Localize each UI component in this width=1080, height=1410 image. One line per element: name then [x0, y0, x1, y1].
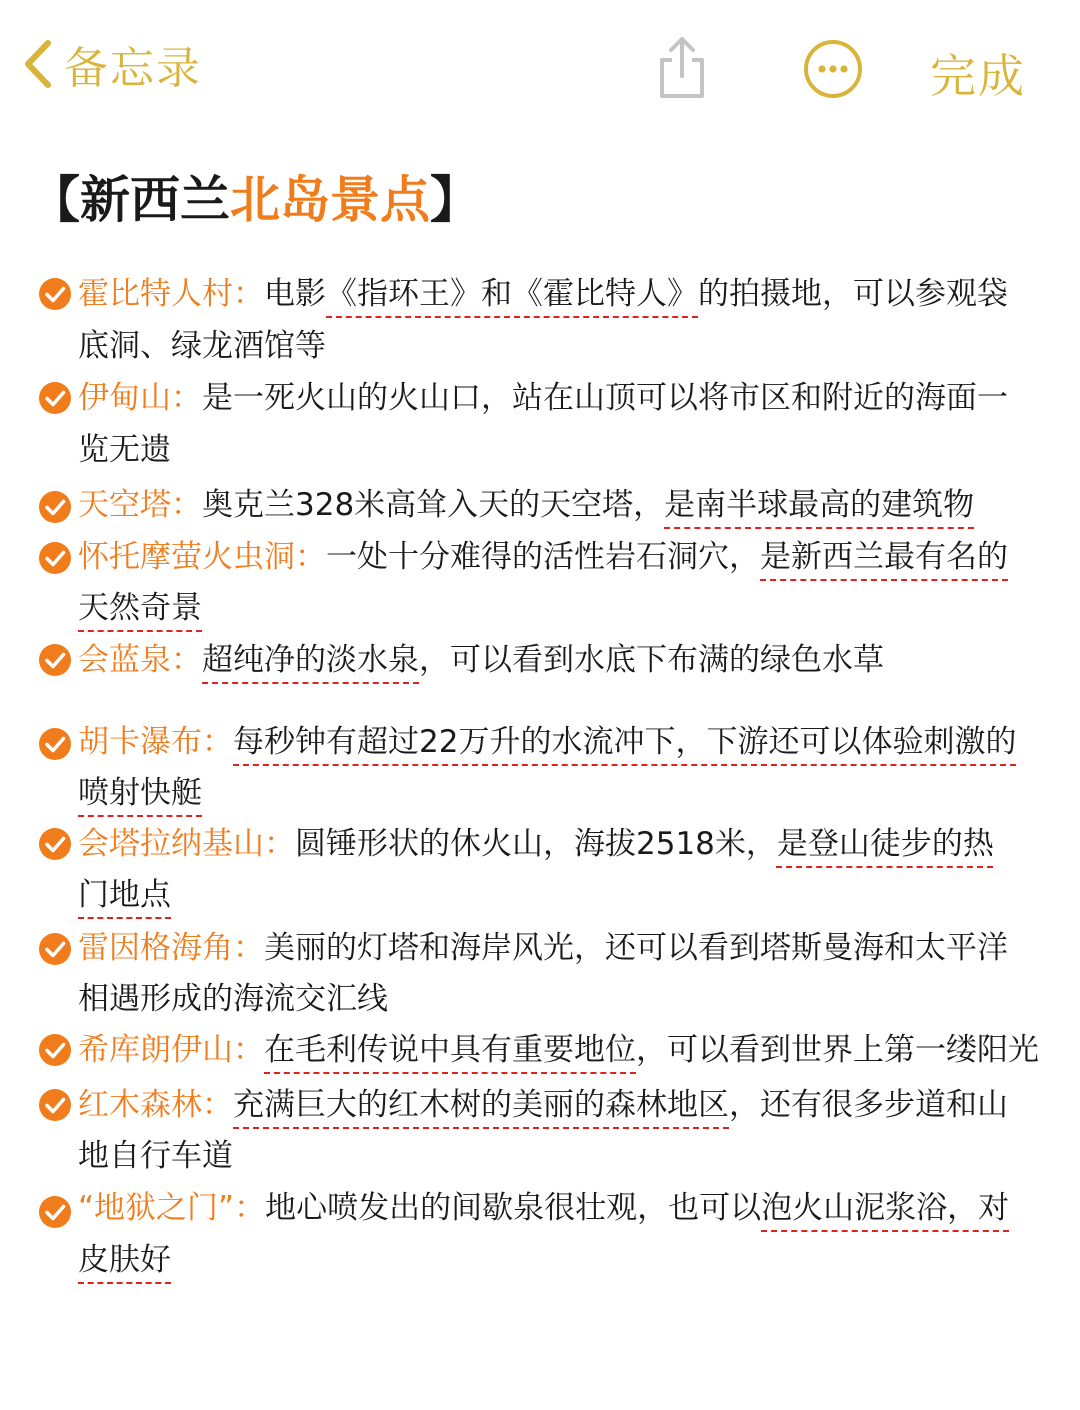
attraction-desc: 相遇形成的海流交汇线: [78, 981, 388, 1017]
attraction-desc-highlight: 是南半球最高的建筑物: [664, 487, 975, 523]
check-circle-icon: [38, 932, 72, 966]
check-circle-icon: [38, 1033, 72, 1067]
attraction-name: 希库朗伊山：: [78, 1032, 264, 1068]
chevron-left-icon: [20, 37, 54, 91]
title-bracket-open: 【: [30, 171, 80, 229]
attraction-name: 红木森林：: [78, 1087, 233, 1123]
attraction-desc-highlight: 是新西兰最有名的: [760, 539, 1008, 575]
attraction-name: 会塔拉纳基山：: [78, 826, 295, 862]
attraction-desc: ，可以看到水底下布满的绿色水草: [419, 642, 884, 678]
attraction-desc: 圆锤形状的休火山，海拔2518米，: [295, 826, 777, 862]
attraction-desc: 的拍摄地，可以参观袋: [698, 276, 1008, 312]
attraction-name: 胡卡瀑布：: [78, 724, 233, 760]
check-circle-icon: [38, 1195, 72, 1229]
attraction-desc: 美丽的灯塔和海岸风光，还可以看到塔斯曼海和太平洋: [264, 930, 1008, 966]
attraction-desc: 底洞、绿龙酒馆等: [78, 328, 326, 364]
check-circle-icon: [38, 727, 72, 761]
attraction-name: 天空塔：: [78, 487, 202, 523]
attraction-name: 伊甸山：: [78, 380, 202, 416]
attraction-desc: 电影: [264, 276, 326, 312]
attraction-name: 雷因格海角：: [78, 930, 264, 966]
attraction-desc-highlight: 皮肤好: [78, 1242, 171, 1278]
attraction-desc-highlight: 门地点: [78, 877, 171, 913]
attraction-name: 怀托摩萤火虫洞：: [78, 539, 326, 575]
attraction-desc-highlight: 《指环王》和《霍比特人》: [326, 276, 698, 312]
attraction-desc: 一处十分难得的活性岩石洞穴，: [326, 539, 760, 575]
attraction-desc-highlight: 是登山徒步的热: [776, 826, 994, 862]
check-circle-icon: [38, 490, 72, 524]
attraction-desc-highlight: 充满巨大的红木树的美丽的森林地区: [233, 1087, 729, 1123]
more-button[interactable]: [802, 38, 864, 100]
check-circle-icon: [38, 643, 72, 677]
attraction-desc-highlight: 天然奇景: [78, 590, 202, 626]
share-button[interactable]: [652, 34, 712, 100]
check-circle-icon: [38, 541, 72, 575]
attraction-name: “地狱之门”：: [78, 1190, 266, 1226]
attraction-name: 霍比特人村：: [78, 276, 264, 312]
title-highlight: 北岛景点: [230, 171, 430, 229]
share-icon: [652, 34, 712, 100]
attraction-name: 会蓝泉：: [78, 642, 202, 678]
check-circle-icon: [38, 827, 72, 861]
attraction-desc: 奥克兰328米高耸入天的天空塔，: [202, 487, 665, 523]
title-bracket-close: 】: [430, 171, 480, 229]
check-circle-icon: [38, 381, 72, 415]
note-title: [30, 160, 480, 232]
attraction-desc: 览无遗: [78, 432, 171, 468]
attraction-desc-highlight: 喷射快艇: [78, 775, 202, 811]
back-label: 备忘录: [64, 43, 202, 94]
attraction-desc: 地心喷发出的间歇泉很壮观，也可以: [265, 1190, 762, 1226]
attraction-desc: ，可以看到世界上第一缕阳光: [636, 1032, 1039, 1068]
more-icon: [802, 38, 864, 100]
title-country: 新西兰: [80, 171, 230, 229]
attraction-desc: 地自行车道: [78, 1138, 233, 1174]
done-button[interactable]: 完成: [930, 49, 1026, 103]
attraction-desc-highlight: 每秒钟有超过22万升的水流冲下，下游还可以体验刺激的: [233, 724, 1017, 760]
attraction-desc-highlight: 泡火山泥浆浴，对: [761, 1190, 1010, 1226]
attraction-desc-highlight: 超纯净的淡水泉: [202, 642, 419, 678]
attraction-desc: 是一死火山的火山口，站在山顶可以将市区和附近的海面一: [202, 380, 1008, 416]
check-circle-icon: [38, 1088, 72, 1122]
attraction-desc-highlight: 在毛利传说中具有重要地位: [264, 1032, 636, 1068]
check-circle-icon: [38, 277, 72, 311]
back-button[interactable]: [20, 34, 202, 94]
attraction-desc: ，还有很多步道和山: [729, 1087, 1008, 1123]
navigation-bar: [0, 0, 1080, 120]
